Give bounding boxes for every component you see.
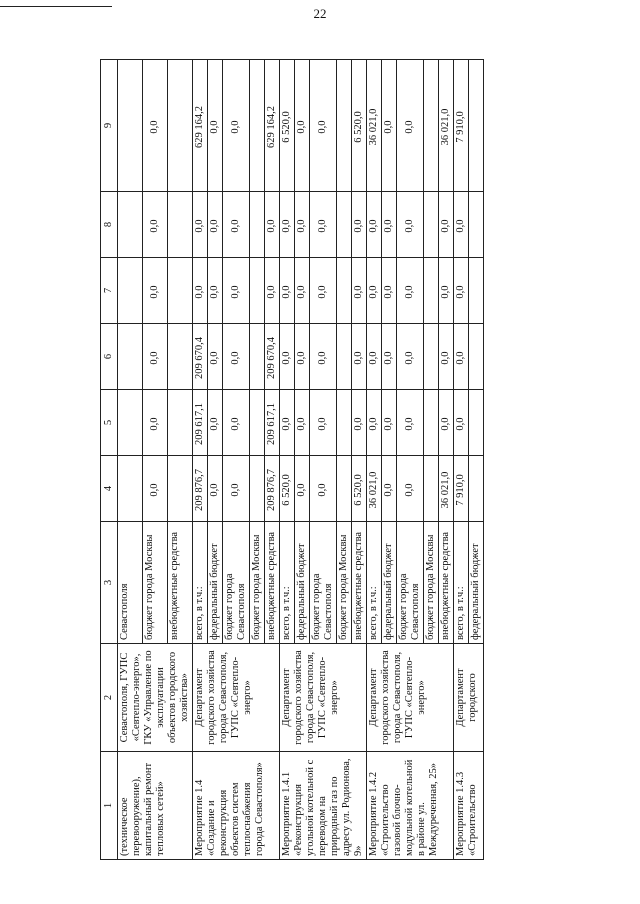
value-cell: 0,0 bbox=[208, 324, 223, 390]
value-cell bbox=[118, 324, 143, 390]
value-cell bbox=[168, 324, 193, 390]
value-cell: 0,0 bbox=[397, 60, 424, 192]
executor-cell: Департамент городского хозяйства города Севастополя, ГУПС «Севтепло-энерго» bbox=[193, 644, 280, 752]
value-cell bbox=[168, 60, 193, 192]
value-cell: 0,0 bbox=[439, 390, 454, 456]
value-cell: 0,0 bbox=[454, 258, 469, 324]
value-cell: 0,0 bbox=[280, 390, 295, 456]
header-cell: 7 bbox=[101, 258, 118, 324]
value-cell: 0,0 bbox=[397, 456, 424, 522]
value-cell: 0,0 bbox=[367, 390, 382, 456]
value-cell: 0,0 bbox=[454, 324, 469, 390]
value-cell bbox=[337, 456, 352, 522]
header-cell: 4 bbox=[101, 456, 118, 522]
funding-source-cell: бюджет города Севастополя bbox=[223, 522, 250, 644]
value-cell bbox=[469, 60, 484, 192]
value-cell bbox=[118, 456, 143, 522]
value-cell: 209 617,1 bbox=[265, 390, 280, 456]
value-cell: 0,0 bbox=[143, 456, 168, 522]
value-cell: 0,0 bbox=[265, 258, 280, 324]
value-cell: 629 164,2 bbox=[193, 60, 208, 192]
value-cell: 36 021,0 bbox=[439, 60, 454, 192]
funding-source-cell: бюджет города Москвы bbox=[143, 522, 168, 644]
funding-source-cell: всего, в т.ч.: bbox=[193, 522, 208, 644]
activity-cell: Мероприятие 1.4.3 «Строительство bbox=[454, 752, 484, 860]
funding-source-cell: всего, в т.ч.: bbox=[454, 522, 469, 644]
value-cell: 0,0 bbox=[310, 456, 337, 522]
value-cell: 0,0 bbox=[143, 192, 168, 258]
funding-source-cell: всего, в т.ч.: bbox=[280, 522, 295, 644]
value-cell: 209 670,4 bbox=[193, 324, 208, 390]
funding-table bbox=[100, 59, 484, 860]
value-cell bbox=[337, 258, 352, 324]
value-cell: 0,0 bbox=[280, 192, 295, 258]
value-cell: 0,0 bbox=[223, 258, 250, 324]
value-cell: 0,0 bbox=[310, 390, 337, 456]
value-cell: 36 021,0 bbox=[367, 60, 382, 192]
value-cell: 0,0 bbox=[295, 60, 310, 192]
value-cell: 629 164,2 bbox=[265, 60, 280, 192]
value-cell: 7 910,0 bbox=[454, 60, 469, 192]
header-cell: 2 bbox=[101, 644, 118, 752]
value-cell: 0,0 bbox=[208, 60, 223, 192]
activity-cell: Мероприятие 1.4.2 «Строительство газовой блочно-модульной котельной в районе ул. Междуреченная, 25» bbox=[367, 752, 454, 860]
funding-source-cell: федеральный бюджет bbox=[469, 522, 484, 644]
value-cell: 0,0 bbox=[382, 324, 397, 390]
activity-cell: (техническое перевооружение), капитальный ремонт тепловых сетей» bbox=[118, 752, 193, 860]
executor-cell: Департамент городского bbox=[454, 644, 484, 752]
value-cell: 0,0 bbox=[143, 258, 168, 324]
value-cell: 209 876,7 bbox=[265, 456, 280, 522]
value-cell bbox=[118, 60, 143, 192]
value-cell: 0,0 bbox=[454, 390, 469, 456]
executor-cell: Севастополя, ГУПС «Севтепло-энерго», ГКУ «Управление по эксплуатации объектов городского хозяйства» bbox=[118, 644, 193, 752]
value-cell: 0,0 bbox=[295, 258, 310, 324]
value-cell: 0,0 bbox=[280, 324, 295, 390]
funding-source-cell: внебюджетные средства bbox=[265, 522, 280, 644]
value-cell: 0,0 bbox=[439, 258, 454, 324]
funding-source-cell: бюджет города Севастополя bbox=[397, 522, 424, 644]
header-cell: 3 bbox=[101, 522, 118, 644]
funding-source-cell: бюджет города Севастополя bbox=[310, 522, 337, 644]
executor-cell: Департамент городского хозяйства города Севастополя, ГУПС «Севтепло-энерго» bbox=[280, 644, 367, 752]
header-row bbox=[101, 60, 118, 860]
value-cell: 6 520,0 bbox=[280, 456, 295, 522]
value-cell bbox=[250, 456, 265, 522]
table-row bbox=[118, 60, 143, 860]
value-cell: 0,0 bbox=[208, 456, 223, 522]
value-cell bbox=[469, 258, 484, 324]
header-cell: 1 bbox=[101, 752, 118, 860]
value-cell: 0,0 bbox=[382, 258, 397, 324]
value-cell bbox=[469, 390, 484, 456]
value-cell bbox=[118, 258, 143, 324]
funding-source-cell: внебюджетные средства bbox=[439, 522, 454, 644]
value-cell bbox=[337, 60, 352, 192]
table-row bbox=[367, 60, 382, 860]
value-cell: 0,0 bbox=[143, 390, 168, 456]
value-cell bbox=[424, 324, 439, 390]
value-cell: 6 520,0 bbox=[352, 60, 367, 192]
value-cell: 0,0 bbox=[352, 390, 367, 456]
value-cell: 0,0 bbox=[295, 390, 310, 456]
value-cell: 0,0 bbox=[397, 390, 424, 456]
header-cell: 9 bbox=[101, 60, 118, 192]
value-cell: 0,0 bbox=[208, 192, 223, 258]
value-cell: 0,0 bbox=[208, 258, 223, 324]
header-cell: 5 bbox=[101, 390, 118, 456]
value-cell: 209 670,4 bbox=[265, 324, 280, 390]
value-cell: 0,0 bbox=[295, 192, 310, 258]
value-cell bbox=[118, 192, 143, 258]
value-cell: 0,0 bbox=[367, 324, 382, 390]
funding-source-cell: федеральный бюджет bbox=[382, 522, 397, 644]
value-cell bbox=[469, 324, 484, 390]
value-cell: 0,0 bbox=[143, 324, 168, 390]
value-cell bbox=[250, 390, 265, 456]
value-cell: 6 520,0 bbox=[352, 456, 367, 522]
value-cell: 0,0 bbox=[439, 324, 454, 390]
value-cell bbox=[250, 192, 265, 258]
value-cell: 0,0 bbox=[310, 324, 337, 390]
value-cell bbox=[424, 60, 439, 192]
activity-cell: Мероприятие 1.4 «Создание и реконструкция объектов систем теплоснабжения города Севастополя» bbox=[193, 752, 280, 860]
table-row bbox=[454, 60, 469, 860]
value-cell: 209 617,1 bbox=[193, 390, 208, 456]
funding-source-cell: федеральный бюджет bbox=[208, 522, 223, 644]
value-cell: 0,0 bbox=[265, 192, 280, 258]
value-cell: 0,0 bbox=[367, 258, 382, 324]
value-cell: 0,0 bbox=[439, 192, 454, 258]
value-cell bbox=[337, 192, 352, 258]
value-cell: 36 021,0 bbox=[367, 456, 382, 522]
value-cell: 0,0 bbox=[382, 456, 397, 522]
value-cell bbox=[337, 324, 352, 390]
value-cell bbox=[424, 390, 439, 456]
value-cell: 0,0 bbox=[310, 192, 337, 258]
value-cell: 7 910,0 bbox=[454, 456, 469, 522]
value-cell: 0,0 bbox=[208, 390, 223, 456]
funding-source-cell: бюджет города Москвы bbox=[337, 522, 352, 644]
page-number: 22 bbox=[313, 6, 327, 21]
funding-source-cell: внебюджетные средства bbox=[352, 522, 367, 644]
value-cell: 0,0 bbox=[223, 60, 250, 192]
value-cell: 0,0 bbox=[193, 192, 208, 258]
value-cell: 0,0 bbox=[352, 324, 367, 390]
header-cell: 6 bbox=[101, 324, 118, 390]
value-cell: 0,0 bbox=[143, 60, 168, 192]
table-row bbox=[193, 60, 208, 860]
value-cell: 0,0 bbox=[352, 192, 367, 258]
value-cell: 0,0 bbox=[193, 258, 208, 324]
value-cell bbox=[168, 192, 193, 258]
executor-cell: Департамент городского хозяйства города Севастополя, ГУПС «Севтепло-энерго» bbox=[367, 644, 454, 752]
value-cell: 0,0 bbox=[310, 60, 337, 192]
value-cell bbox=[168, 258, 193, 324]
funding-source-cell: внебюджетные средства bbox=[168, 522, 193, 644]
funding-source-cell: Севастополя bbox=[118, 522, 143, 644]
value-cell: 0,0 bbox=[397, 192, 424, 258]
value-cell bbox=[337, 390, 352, 456]
value-cell: 36 021,0 bbox=[439, 456, 454, 522]
funding-source-cell: бюджет города Москвы bbox=[424, 522, 439, 644]
value-cell: 209 876,7 bbox=[193, 456, 208, 522]
value-cell: 0,0 bbox=[367, 192, 382, 258]
funding-source-cell: бюджет города Москвы bbox=[250, 522, 265, 644]
value-cell: 0,0 bbox=[223, 192, 250, 258]
value-cell: 0,0 bbox=[382, 390, 397, 456]
value-cell bbox=[250, 60, 265, 192]
value-cell bbox=[469, 456, 484, 522]
value-cell bbox=[118, 390, 143, 456]
table-row bbox=[280, 60, 295, 860]
value-cell: 0,0 bbox=[382, 60, 397, 192]
value-cell bbox=[469, 192, 484, 258]
value-cell: 0,0 bbox=[223, 324, 250, 390]
value-cell bbox=[250, 324, 265, 390]
value-cell bbox=[168, 390, 193, 456]
value-cell: 0,0 bbox=[295, 324, 310, 390]
value-cell bbox=[424, 192, 439, 258]
value-cell: 0,0 bbox=[397, 258, 424, 324]
value-cell: 0,0 bbox=[352, 258, 367, 324]
funding-source-cell: федеральный бюджет bbox=[295, 522, 310, 644]
value-cell: 0,0 bbox=[397, 324, 424, 390]
value-cell: 6 520,0 bbox=[280, 60, 295, 192]
value-cell: 0,0 bbox=[280, 258, 295, 324]
value-cell: 0,0 bbox=[223, 456, 250, 522]
value-cell bbox=[168, 456, 193, 522]
header-cell: 8 bbox=[101, 192, 118, 258]
funding-source-cell: всего, в т.ч.: bbox=[367, 522, 382, 644]
value-cell: 0,0 bbox=[295, 456, 310, 522]
rotated-table-wrapper bbox=[100, 60, 600, 860]
value-cell: 0,0 bbox=[382, 192, 397, 258]
activity-cell: Мероприятие 1.4.1 «Реконструкция угольной котельной с переводом на природный газ по адресу ул. Родионова, 9» bbox=[280, 752, 367, 860]
value-cell: 0,0 bbox=[223, 390, 250, 456]
value-cell: 0,0 bbox=[454, 192, 469, 258]
value-cell: 0,0 bbox=[310, 258, 337, 324]
value-cell bbox=[424, 456, 439, 522]
value-cell bbox=[250, 258, 265, 324]
value-cell bbox=[424, 258, 439, 324]
